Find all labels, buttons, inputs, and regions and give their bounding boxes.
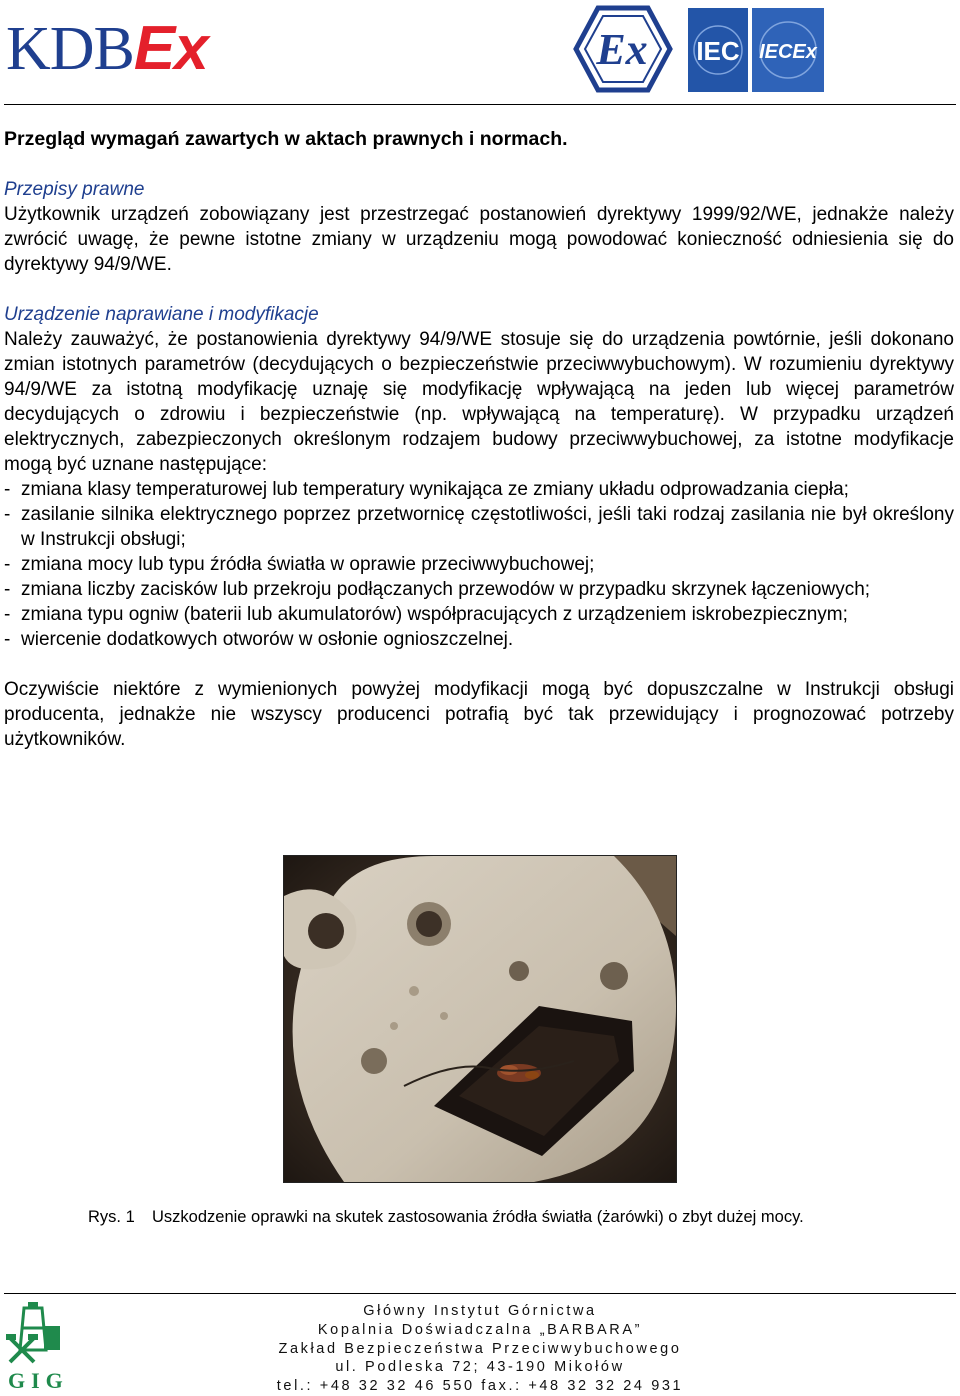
kdbex-logo [6, 14, 208, 83]
header-divider [4, 104, 956, 105]
footer-institute: Główny Instytut Górnictwa [363, 1303, 597, 1319]
footer-divider [4, 1293, 956, 1294]
kdbex-logo-kdb: KDB [6, 15, 134, 83]
footer-mine: Kopalnia Doświadczalna „BARBARA” [317, 1321, 643, 1338]
footer-phone: tel.: +48 32 32 46 550 fax.: +48 32 32 24 931 [276, 1378, 684, 1395]
section-heading-modifications: Urządzenie naprawiane i modyfikacje [4, 304, 319, 325]
modification-list [4, 477, 954, 652]
list-item: - zmiana typu ogniw (baterii lub akumulatorów) współpracujących z urządzeniem iskrobezpiecznym; [4, 602, 954, 627]
iecex-text: IECEx [759, 41, 817, 63]
lampholder-illustration [284, 856, 676, 1182]
footer-department: Zakład Bezpieczeństwa Przeciwwybuchowego [278, 1340, 682, 1357]
footer-address: ul. Podleska 72; 43-190 Mikołów [335, 1359, 625, 1376]
spacer [4, 277, 954, 302]
document-body [4, 127, 954, 752]
figure-caption-text: Uszkodzenie oprawki na skutek zastosowania źródła światła (żarówki) o zbyt dużej mocy. [152, 1208, 804, 1226]
section-body-legal: Użytkownik urządzeń zobowiązany jest przestrzegać postanowień dyrektywy 1999/92/WE, jednakże należy zwrócić uwagę, że pewne istotne zmiany w urządzeniu mogą powodować konieczność odniesienia się do dyrektywy 94/9/WE. [4, 204, 954, 275]
spacer [4, 652, 954, 677]
section-body-modifications: Należy zauważyć, że postanowienia dyrektywy 94/9/WE stosuje się do urządzenia powtórnie, jeśli dokonano zmian istotnych parametrów (decydujących o bezpieczeństwie przeciwwybuchowym). W rozumieniu dyrektywy 94/9/WE za istotną modyfikację uznaję się modyfikację wpływającą na jeden lub więcej parametrów decydujących o zdrowiu i bezpieczeństwie (np. wpływającą na temperaturę). W przypadku urządzeń elektrycznych, zabezpieczonych określonym rodzajem budowy przeciwwybuchowej, za istotne modyfikacje mogą być uznane następujące: [4, 329, 954, 475]
damaged-lampholder-photo [283, 855, 677, 1183]
section-heading-legal: Przepisy prawne [4, 179, 145, 200]
institution-footer [260, 1302, 700, 1396]
list-item: - zmiana liczby zacisków lub przekroju podłączanych przewodów w przypadku skrzynek łączeniowych; [4, 577, 954, 602]
ex-hexagon-logo [572, 4, 674, 94]
page-header [0, 0, 960, 100]
spacer [4, 152, 954, 177]
figure-caption [88, 1206, 804, 1228]
list-item: - wiercenie dodatkowych otworów w osłonie ognioszczelnej. [4, 627, 954, 652]
kdbex-logo-ex: Ex [133, 14, 208, 83]
figure-label: Rys. 1 [88, 1208, 135, 1226]
list-item: - zasilanie silnika elektrycznego poprzez przetwornicę częstotliwości, jeśli taki rodzaj zasilania nie był określony w Instrukcji obsługi; [4, 502, 954, 552]
list-item: - zmiana klasy temperaturowej lub temperatury wynikająca ze zmiany układu odprowadzania ciepła; [4, 477, 954, 502]
ex-mark-text: Ex [596, 25, 648, 74]
document-title: Przegląd wymagań zawartych w aktach prawnych i normach. [4, 128, 568, 150]
iec-iecex-logo [688, 8, 824, 92]
closing-paragraph: Oczywiście niektóre z wymienionych powyżej modyfikacji mogą być dopuszczalne w Instrukcji obsługi producenta, jednakże nie wszyscy producenci potrafią być tak przewidujący i prognozować potrzeby użytkowników. [4, 679, 954, 750]
gig-logo [4, 1298, 74, 1390]
list-item: - zmiana mocy lub typu źródła światła w oprawie przeciwwybuchowej; [4, 552, 954, 577]
gig-text: GIG [8, 1368, 69, 1390]
iec-text: IEC [696, 36, 740, 66]
